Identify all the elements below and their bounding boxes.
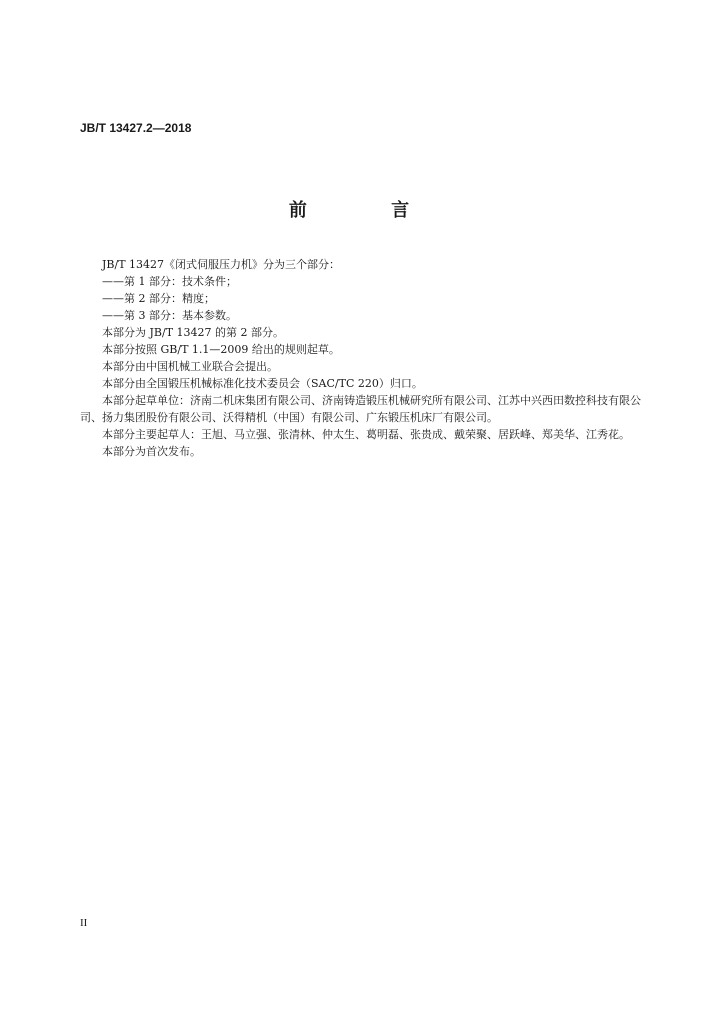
- foreword-body: [80, 256, 644, 460]
- list-item-part-2: ——第 2 部分：精度；: [102, 292, 215, 305]
- paragraph-main-drafters: 本部分主要起草人：王旭、马立强、张清林、仲太生、葛明磊、张贵成、戴荣聚、居跃峰、郑美华、江秀花。: [102, 428, 630, 441]
- list-item-part-1: ——第 1 部分：技术条件；: [102, 275, 237, 288]
- page-number: II: [80, 917, 88, 929]
- paragraph-drafting-rules: 本部分按照 GB/T 1.1—2009 给出的规则起草。: [102, 343, 340, 356]
- standard-code-header: JB/T 13427.2—2018: [80, 121, 192, 135]
- list-item-part-3: ——第 3 部分：基本参数。: [102, 309, 237, 322]
- paragraph-this-part: 本部分为 JB/T 13427 的第 2 部分。: [102, 326, 285, 339]
- paragraph-proposed-by: 本部分由中国机械工业联合会提出。: [102, 360, 278, 373]
- page-title: 前 言: [288, 200, 436, 221]
- paragraph-first-release: 本部分为首次发布。: [102, 445, 201, 458]
- paragraph-drafting-units: 本部分起草单位：济南二机床集团有限公司、济南铸造锻压机械研究所有限公司、江苏中兴西田数控科技有限公司、扬力集团股份有限公司、沃得精机（中国）有限公司、广东锻压机床厂有限公司。: [80, 394, 641, 424]
- paragraph-centralized-by: 本部分由全国锻压机械标准化技术委员会（SAC/TC 220）归口。: [102, 377, 423, 390]
- paragraph-intro: JB/T 13427《闭式伺服压力机》分为三个部分：: [102, 258, 341, 271]
